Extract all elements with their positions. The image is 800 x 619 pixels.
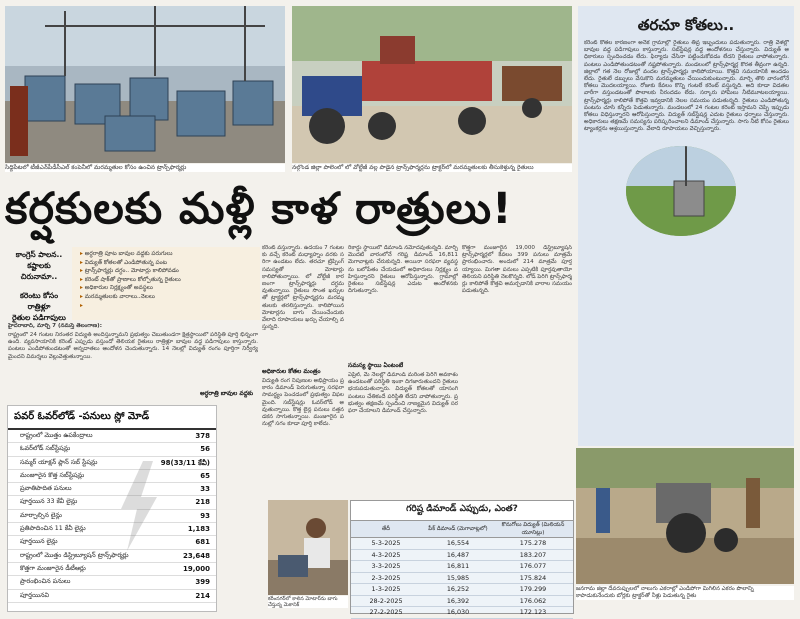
photo-tractor-transformer [292,6,572,163]
highlights-box [72,247,260,320]
photo-caption: సిద్దిపేటలో టీజీఎన్‌పీడీసీఎల్ కంపెనీలో మరమ్మతుల కోసం ఉంచిన ట్రాన్స్‌ఫార్మర్లు [5,164,285,172]
motor-repair-image [268,500,348,595]
stat-label: ప్రారంభించిన పనులు [20,578,71,586]
stat-label: రాష్ట్రంలో మొత్తం డిస్ట్రిబ్యూషన్ ట్రాన్స్‌ఫార్మర్లు [20,551,129,559]
body-column-1: రాష్ట్రంలో 24 గంటల నిరంతర విద్యుత్ అందిస్తున్నామని ప్రభుత్వం చెబుతుండగా క్షేత్రస్థాయిలో పరిస్థితి పూర్తి భిన్నంగా ఉంది. వ్యవసాయానికి కరెంట్ ఎప్పుడు వస్తుందో తెలియక రైతులు రాత్రిళ్లూ బావుల వద్ద పడిగాపులు కాస్తున్నారు. పంటలు ఎండిపోతుండటంతో అన్నదాతలు ఆందోళన చెందుతున్నారు. 14 నెలల్లో విద్యుత్ రంగం పూర్తిగా నిర్వీర్యమైందని విమర్శలు వెల్లువెత్తుతున్నాయి. [8,332,258,360]
table-row [351,573,573,585]
stat-value: 93 [200,511,210,520]
table-row [8,510,216,523]
highlight-item: ▸ విద్యుత్ కోతలతో ఎండిపోతున్న పంట [72,259,260,268]
table-row [8,576,216,589]
stat-value: 1,183 [187,525,210,534]
stat-label: ప్రతిపాదించిన 11 కేవీ లైన్లు [20,525,86,533]
table-cell: 175.824 [519,573,547,582]
demand-table-title: గరిష్ట డిమాండ్ ఎప్పుడు, ఎంత? [351,501,573,520]
table-cell: 1-3-2025 [371,585,401,594]
table-cell: 16,392 [446,596,470,605]
table-cell: 176.062 [519,596,547,605]
body-column-3a: రికార్డు స్థాయిలో డిమాండ్ నమోదవుతున్నది. మార్చి మొదటి వారంలోనే గరిష్ట డిమాండ్ 16,811 మెగావాట్లకు చేరుకున్నది. అయినా సరఫరా వ్యవస్థను బలోపేతం చేయడంలో అధికారులు నిర్లక్ష్యం వహిస్తున్నారని రైతులు ఆరోపిస్తున్నారు. గ్రామాల్లో రైతులు సబ్‌స్టేషన్ల ఎదుట ఆందోళనకు దిగుతున్నారు. [348,245,458,295]
table-row [8,550,216,563]
stat-value: 56 [200,445,210,454]
subhead-officials: అధికారుల కోతల మంత్రం [262,368,321,375]
table-cell: 27-2-2025 [369,608,403,617]
peak-demand-table [350,500,574,617]
table-cell: 179.299 [519,585,547,594]
table-row [8,496,216,509]
highlight-item: ▸ అధికారుల నిర్లక్ష్యంతో అవస్థలు [72,284,260,293]
table-cell: 175.278 [519,539,547,548]
table-cell: 172.123 [519,608,547,617]
subhead-midnight: అర్ధరాత్రి బావుల వద్దకు [200,390,254,397]
headline: కర్షకులకు మళ్లీ కాళ రాత్రులు! [5,184,513,234]
table-row [8,536,216,549]
sidebar-title: తరచూ కోతలు.. [637,16,735,34]
power-overload-table [7,405,217,612]
table-row [351,607,573,619]
table-cell: 16,487 [446,550,470,559]
table-cell: 5-3-2025 [371,539,401,548]
table-cell: 28-2-2025 [369,596,403,605]
table-row [8,523,216,536]
table-cell: 15,985 [446,573,470,582]
table-row [8,590,216,603]
body-column-4: కొత్తగా మంజూరైన 19,000 డిస్ట్రిబ్యూషన్ ట్రాన్స్‌ఫార్మర్లలో కేవలం 399 పనులు మాత్రమే ప్రారంభించారు. అందులో 214 మాత్రమే పూర్తయ్యాయి. మిగతా పనులు ఎప్పటికి పూర్తవుతాయో తెలియని పరిస్థితి నెలకొన్నది. లోడ్ పెరిగి ట్రాన్స్‌ఫార్మర్లు కాలిపోతే కొత్తవి అమర్చడానికి వారాల సమయం పడుతున్నది. [462,245,572,295]
table-cell: 16,554 [446,539,470,548]
table-cell: 4-3-2025 [371,550,401,559]
stat-label: పూర్తయిన 33 కేవీ లైన్లు [20,498,78,506]
photo-caption: నల్గొండ జిల్లా పాలెంలో లో వోల్టేజీ వల్ల పాడైన ట్రాన్స్‌ఫార్మర్లను ట్రాక్టర్‌లో మరమ్మతులకు తీసుకెళ్తున్న రైతులు [292,164,572,172]
table-row [8,483,216,496]
stat-label: కొత్తగా మంజూరైన డీటీఆర్లు [20,564,86,572]
stat-label: రాష్ట్రంలో మొత్తం ఉపకేంద్రాలు [20,432,93,439]
stat-value: 19,000 [182,564,210,573]
table-row [351,538,573,550]
table-cell: 16,252 [446,585,470,594]
stat-value: 378 [195,432,210,440]
demand-table-header: తేదీ పీక్ డిమాండ్ (మెగావాట్లలో) కొనుగోలు విద్యుత్ (మిలియన్ యూనిట్లు) [351,520,573,538]
box-title: కాంగ్రెస్ పాలన.. కష్టాలకు చిరునామా.. కరెంటు కోసం రాత్రిళ్లూ రైతుల పడిగాపులు [12,250,66,322]
table-cell: 16,811 [446,562,470,571]
photo-transformers-yard [5,6,285,163]
tractor-water-image [576,448,794,584]
stat-value: 399 [195,578,210,587]
stat-label: మార్చాల్సిన లైన్లు [20,511,62,519]
table-row [351,561,573,573]
body-column-3b: ఏప్రిల్, మే నెలల్లో డిమాండ్ మరింత పెరిగే అవకాశం ఉండటంతో పరిస్థితి ఇంకా దిగజారుతుందని రైతులు భయపడుతున్నారు. విద్యుత్ కోతలతో యాసంగి పంటలు చేతికందే పరిస్థితి లేదని వాపోతున్నారు. ప్రభుత్వం తక్షణమే స్పందించి నాణ్యమైన విద్యుత్ సరఫరా చేయాలని డిమాండ్ చేస్తున్నారు. [348,372,458,415]
photo-motor-repair [268,500,348,595]
table-row [8,563,216,576]
stat-value: 98(33/11 కేవీ) [160,458,210,467]
table-row [8,430,216,443]
stat-value: 214 [195,591,210,600]
highlight-item: ▸ కరెంట్ షాక్‌తో ప్రాణాలు కోల్పోతున్న రైతులు [72,276,260,285]
table-cell: 2-3-2025 [371,573,401,582]
stat-value: 681 [195,538,210,547]
photo-tractor-water [576,448,794,584]
table-cell: 3-3-2025 [371,562,401,571]
table-cell: 183.207 [519,550,547,559]
lightning-icon [113,461,163,551]
sidebar-text: కరెంట్ కోతల కారణంగా అనేక గ్రామాల్లో రైతులు తీవ్ర ఇబ్బందులు పడుతున్నారు. రాత్రి వేళల్లో బావుల వద్ద పడిగాపులు కాస్తున్నారు. సబ్‌స్టేషన్ల వద్ద ఆందోళనలు చేస్తున్నారు. విద్యుత్ అధికారులు స్పందించడం లేదు. ఫిర్యాదు చేసినా పట్టించుకోవడం లేదని రైతులు వాపోతున్నారు. పంటలు ఎండిపోతుండటంతో నష్టపోతున్నారు. మండలంలో ట్రాన్స్‌ఫార్మర్ల కొరత తీవ్రంగా ఉన్నది. జిల్లాలో గత నెల రోజుల్లో వందల ట్రాన్స్‌ఫార్మర్లు కాలిపోయాయి. కొత్తవి సమయానికి అందడం లేదు. రైతులే డబ్బులు వేసుకొని మరమ్మతులు చేయించుకుంటున్నారు. మార్చి తొలి వారంలోనే కోతలు మొదలయ్యాయి. రోజుకు కేవలం కొన్ని గంటలే కరెంట్ వస్తున్నది. అది కూడా విడతల వారీగా వస్తుండటంతో పొలాలకు నీరందడం లేదు. సర్కారు హామీలు నీటిమూటలయ్యాయి. ట్రాన్స్‌ఫార్మర్లు కాలిపోతే కొత్తవి ఇవ్వడానికి నెలల సమయం పడుతున్నది. రైతులు ఎండిపోతున్న పంటను చూసి కన్నీరు పెడుతున్నారు. మండలంలో 24 గంటల కరెంట్ ఇస్తామని చెప్పి ఇప్పుడు కోతలు విధిస్తున్నారని ఆరోపిస్తున్నారు. విద్యుత్ సబ్‌స్టేషన్ల ఎదుట రైతులు ధర్నాలు చేస్తున్నారు. అధికారులు తక్షణమే సమస్యను పరిష్కరించాలని డిమాండ్ చేస్తున్నారు. సాగు నీటి కోసం రైతులు ట్యాంకర్లను ఆశ్రయిస్తున్నారు. వేలాది రూపాయలు వెచ్చిస్తున్నారు. [584,40,789,133]
table-row [351,550,573,562]
highlight-item: ▸ అర్ధరాత్రి పూట బావుల వద్దకు పరుగులు [72,250,260,259]
stat-label: ఓవర్‌లోడ్ సబ్‌స్టేషన్లు [20,445,71,453]
subhead-problem: సమస్య స్థాయి ఏంటంటే [348,362,404,369]
photo-caption: కరీంనగర్‌లో కాలిన మోటార్‌ను బాగు చేస్తున్న మెకానిక్ [268,596,348,608]
photo-caption: జనగామ జిల్లా దేవరుప్పులలో నాలుగు ఎకరాల్లో ఎండిపోగా మిగిలిన ఎకరం పొలాన్ని కాపాడుకునేందుకు బోర్లకు ట్రాక్టర్‌తో నీళ్లు పెడుతున్న రైతు [576,586,794,600]
table-row [8,457,216,470]
body-column-2b: విద్యుత్ రంగ నిపుణుల అభిప్రాయం ప్రకారం డిమాండ్ పెరుగుతున్నా సరఫరా సామర్థ్యం పెంచడంలో ప్రభుత్వం విఫలమైంది. సబ్‌స్టేషన్లు ఓవర్‌లోడ్ అవుతున్నాయి. కొత్త లైన్ల పనులు నత్తనడకన సాగుతున్నాయి. మంజూరైన పనుల్లో సగం కూడా పూర్తి కాలేదు. [262,378,344,428]
body-dateline: హైదరాబాద్, మార్చి 7 (నమస్తే తెలంగాణ): [8,323,102,329]
table-cell: 16,030 [446,608,470,617]
stat-label: పూర్తయినవి [20,591,49,599]
stat-value: 23,648 [182,551,210,560]
stat-label: మంజూరైన కొత్త సబ్‌స్టేషన్లు [20,471,85,479]
sidebar-frequent-cuts [578,6,794,446]
highlight-item [72,302,260,311]
highlight-item: ▸ మరమ్మతులకు వారాలు..నెలలు [72,293,260,302]
power-table-title: పవర్ ఓవర్‌లోడ్ -పనులు స్లో మోడ్ [8,406,216,430]
table-row [351,596,573,608]
transformers-yard-image [5,6,285,163]
stat-label: సమ్మర్ యాక్షన్ ప్లాన్ సబ్ స్టేషన్లు [20,458,98,466]
field-transformer-image [626,146,736,236]
stat-value: 33 [200,485,210,494]
stat-value: 218 [195,498,210,507]
body-column-2a: కరెంట్ వస్తున్నారు. ఉదయం 7 గంటలకు వచ్చే కరెంట్ మధ్యాహ్నం వరకు సరిగా ఉండటం లేదు. తరచూ ట్రిప్పింగ్ సమస్యతో మోటార్లు కాలిపోతున్నాయి. లో వోల్టేజీ కారణంగా ట్రాన్స్‌ఫార్మర్లు దగ్ధమవుతున్నాయి. రైతులు సొంత ఖర్చులతో ట్రాక్టర్లలో ట్రాన్స్‌ఫార్మర్లను మరమ్మతులకు తరలిస్తున్నారు. కాలిపోయిన మోటార్లను బాగు చేయించేందుకు వేలాది రూపాయలు ఖర్చు చేయాల్సి వస్తున్నది. [262,245,344,331]
table-cell: 176.077 [519,562,547,571]
sidebar-photo [626,146,736,236]
table-row [8,443,216,456]
highlight-item: ▸ ట్రాన్స్‌ఫార్మర్లు దగ్ధం.. మోటార్లు కాలిపోవడం [72,267,260,276]
table-row [8,470,216,483]
stat-label: పూర్తయిన లైన్లు [20,538,58,546]
stat-label: ప్రవాతిపాదిత పనులు [20,485,72,493]
table-row [351,584,573,596]
stat-value: 65 [200,471,210,480]
tractor-transformer-image [292,6,572,163]
